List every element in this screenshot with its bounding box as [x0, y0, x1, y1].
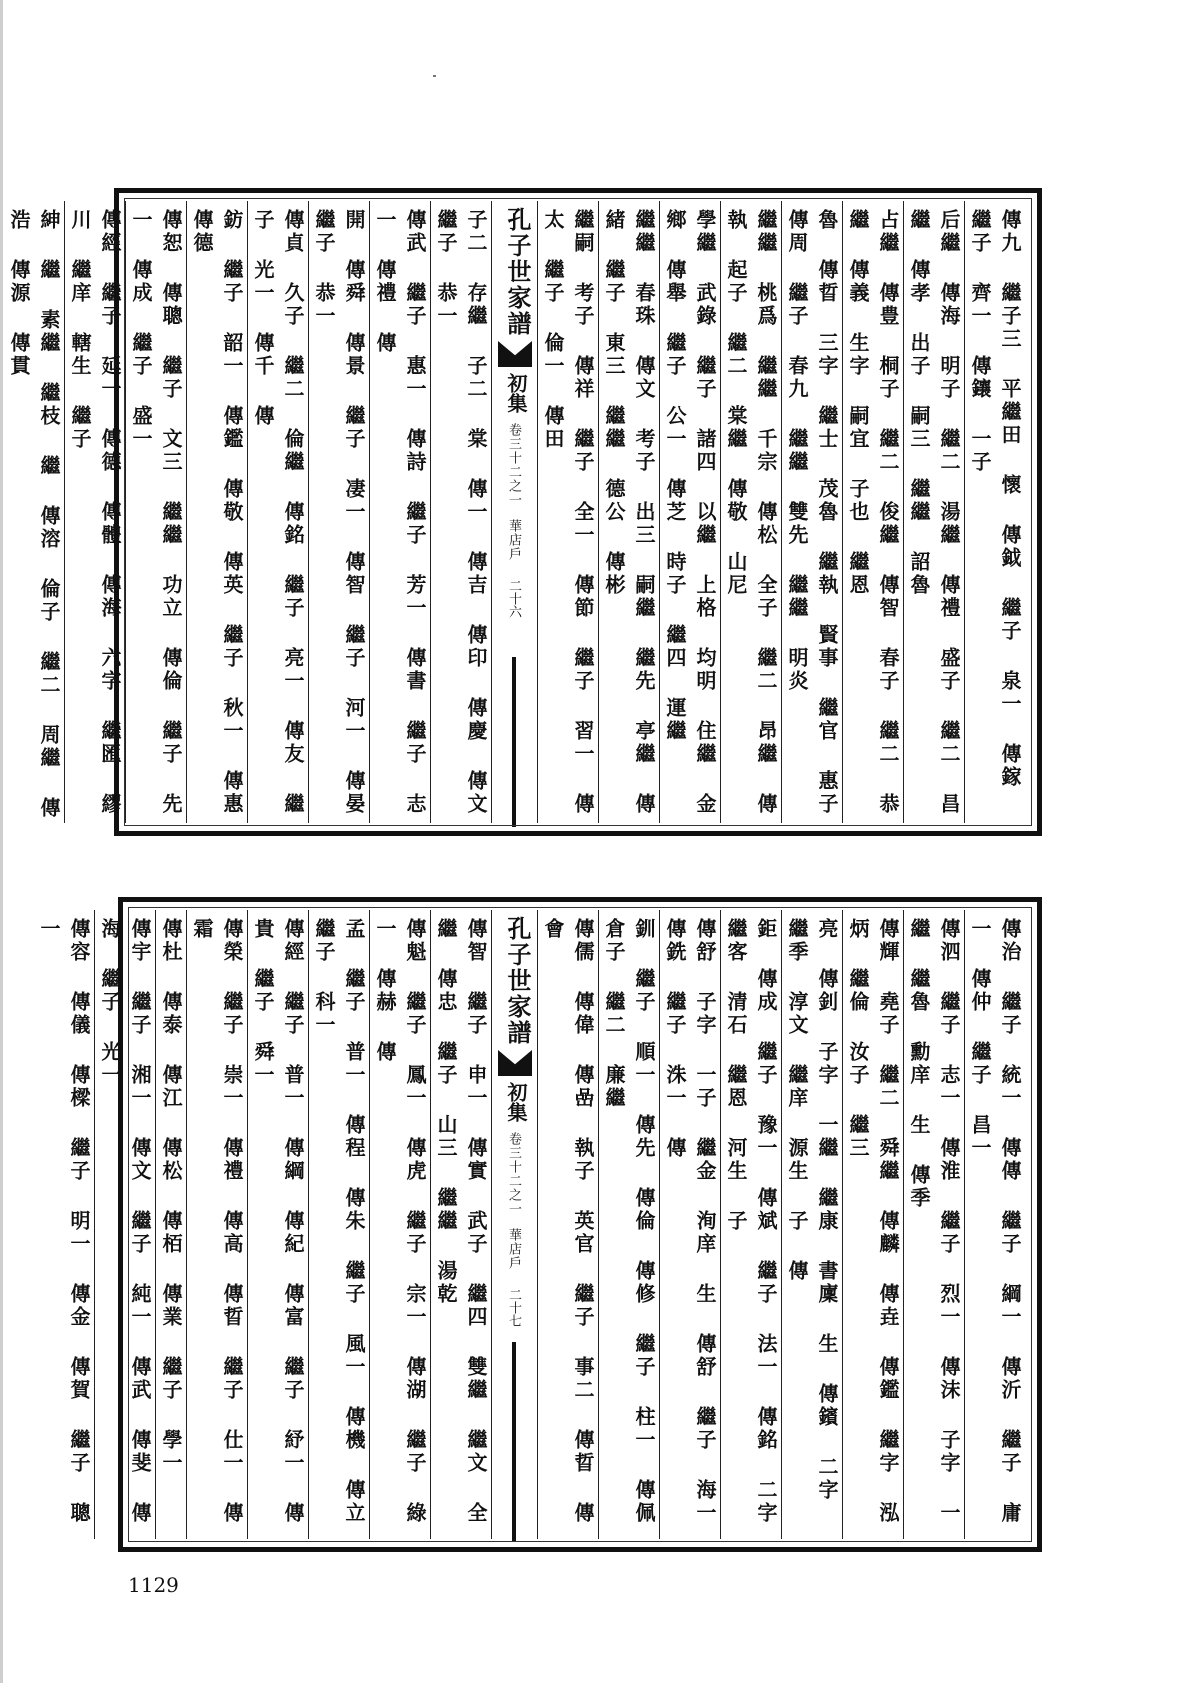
entry-column: 魯 傳晢 三字 繼士 茂魯 繼執 賢事 繼官 惠子 傳周 繼子 春九 繼繼 雙先 繼繼 明炎 [781, 201, 842, 823]
entry-column: 傳輝 堯子 繼二 舜繼 傳麟 傳垚 傳鑑 繼字 泓炳 繼倫 汝子 繼三 [842, 910, 903, 1539]
center-rule [512, 1342, 516, 1542]
entry-column: 亮 傳釗 子字 一繼 繼康 書廩 生 傳鑌 二字 繼季 淳文 繼庠 源生 子 傳 [781, 910, 842, 1539]
folio-number: 二十七 [506, 1288, 521, 1327]
entry-column: 開 傳舜 傳景 繼子 凄一 傳智 繼子 河一 傳晏 繼子 恭一 [308, 201, 369, 823]
entry-column: 傳經 繼子 普一 傳綱 傳紀 傳富 繼子 紓一 傳貴 繼子 舜一 [247, 910, 308, 1539]
entry-column: 鈁 繼子 韶一 傳鑑 傳敬 傳英 繼子 秋一 傳惠 傳德 [186, 201, 247, 823]
center-rule [512, 657, 516, 827]
entry-column: 傳治 繼子 統一 傳傳 繼子 綱一 傳沂 繼子 庸一 傳仲 繼子 昌一 [964, 910, 1025, 1539]
entry-column: 傳容 傳儀 傳樑 繼子 明一 傳金 傳賀 繼子 聰一 [37, 918, 91, 1525]
folio-number: 二十六 [506, 579, 521, 618]
entry-column: 繼繼 桃爲 繼繼 千宗 傳松 全子 繼二 昂繼 傳執 起子 繼二 棠繼 傳敬 山尼 [720, 201, 781, 823]
entry-column: 傳舒 子字 一子 繼金 洵庠 生 傳舒 繼子 海一 傳銑 繼子 洙一 傳 [659, 910, 720, 1539]
scan-edge [0, 0, 3, 1683]
entry-column: 傳宇 繼子 湘一 傳文 繼子 純一 傳武 傳斐 傳海 繼子 光一 [94, 910, 155, 1539]
center-title-strip [491, 201, 537, 823]
entry-column: 傳魁 繼子 鳳一 傳虎 繼子 宗一 傳湖 繼子 綠一 傳赫 傳 [369, 910, 430, 1539]
column-grid-top [7, 201, 1025, 823]
entry-column: 傳經 繼子 延一 傳德 傳體 傳海 六字 繼匯 繆川 繼庠 轄生 繼子 [64, 201, 125, 823]
page-number: 1129 [128, 1573, 179, 1597]
household-label: 華店戶 [506, 519, 521, 561]
entry-column: 后繼 傳海 明子 繼二 湯繼 傳禮 盛子 繼二 昌繼 傳孝 出子 嗣三 繼繼 詔魯 [903, 201, 964, 823]
entry-column: 學繼 武錄 繼子 諸四 以繼 上格 均明 住繼 金 鄉 傳舉 繼子 公一 傳芝 時子 繼四 運繼 [659, 201, 720, 823]
center-title-strip [491, 910, 537, 1539]
entry-column: 鉅 傳成 繼子 豫一 傳斌 繼子 法一 傳銘 二字 繼客 清石 繼恩 河生 子 [720, 910, 781, 1539]
collection-label: 初集 [504, 1082, 528, 1122]
fishtail-mark-icon [498, 341, 532, 367]
entry-column: 孟 繼子 普一 傳程 傳朱 繼子 風一 傳機 傳立 繼子 科一 [308, 910, 369, 1539]
entry-column: 傳儒 傳偉 傳嵒 執子 英官 繼子 事二 傳晢 傳會 [537, 910, 598, 1539]
entry-column: 繼嗣 考子 傳祥 繼子 全一 傳節 繼子 習一 傳太 繼子 倫一 傳田 [537, 201, 598, 823]
entry-column: 子二 存繼 子二 棠 傳一 傳吉 傳印 傳慶 傳文 繼子 恭一 [430, 201, 491, 823]
fishtail-mark-icon [498, 1050, 532, 1076]
volume-label: 卷三十二之一 [506, 1132, 521, 1216]
entry-column: 傳榮 繼子 崇一 傳禮 傳高 傳晢 繼子 仕一 傳霜 [186, 910, 247, 1539]
entry-column: 傳泗 繼子 志一 傳淮 繼子 烈一 傳沫 子字 一繼 繼魯 勳庠 生 傳季 [903, 910, 964, 1539]
entry-column: 釧 繼子 順一 傳先 傳倫 傳修 繼子 柱一 傳佩 倉子 繼二 廉繼 [598, 910, 659, 1539]
book-title: 孔子世家譜 [503, 207, 532, 337]
genealogy-page-bottom [37, 897, 1042, 1552]
column-grid-bottom [37, 910, 1025, 1539]
entry-column: 紳 繼 素繼 繼枝 繼 傳溶 倫子 繼二 周繼 傳浩 傳源 傳貫 [7, 209, 61, 820]
entry-column: 傳智 繼子 申一 傳實 武子 繼四 雙繼 繼文 全繼 傳忠 繼子 山三 繼繼 湯乾 [430, 910, 491, 1539]
book-title: 孔子世家譜 [503, 916, 532, 1046]
entry-column: 繼繼 春珠 傳文 考子 出三 嗣繼 繼先 亭繼 傳緒 繼子 東三 繼繼 德公 傳彬 [598, 201, 659, 823]
entry-column: 傳九 繼子三 平繼田 懷 傳鉞 繼子 泉一 傳鎵 繼子 齊一 傳鑲 一子 [964, 201, 1025, 823]
entry-column: 傳貞 久子 繼二 倫繼 傳銘 繼子 亮一 傳友 繼子 光一 傳千 傳 [247, 201, 308, 823]
collection-label: 初集 [504, 373, 528, 413]
scan-speck [433, 75, 436, 77]
entry-column: 傳恕 傳聰 繼子 文三 繼繼 功立 傳倫 繼子 先一 傳成 繼子 盛一 [125, 201, 186, 823]
genealogy-page-top [7, 188, 1042, 836]
entry-column: 傳武 繼子 惠一 傳詩 繼子 芳一 傳書 繼子 志一 傳禮 傳 [369, 201, 430, 823]
entry-column: 占繼 傳豊 桐子 繼二 俊繼 傳智 春子 繼二 恭繼 傳義 生字 嗣宜 子也 繼恩 [842, 201, 903, 823]
household-label: 華店戶 [506, 1228, 521, 1270]
entry-column: 傳杜 傳泰 傳江 傳松 傳栢 傳業 繼子 學一 [155, 910, 186, 1539]
volume-label: 卷三十二之一 [506, 423, 521, 507]
